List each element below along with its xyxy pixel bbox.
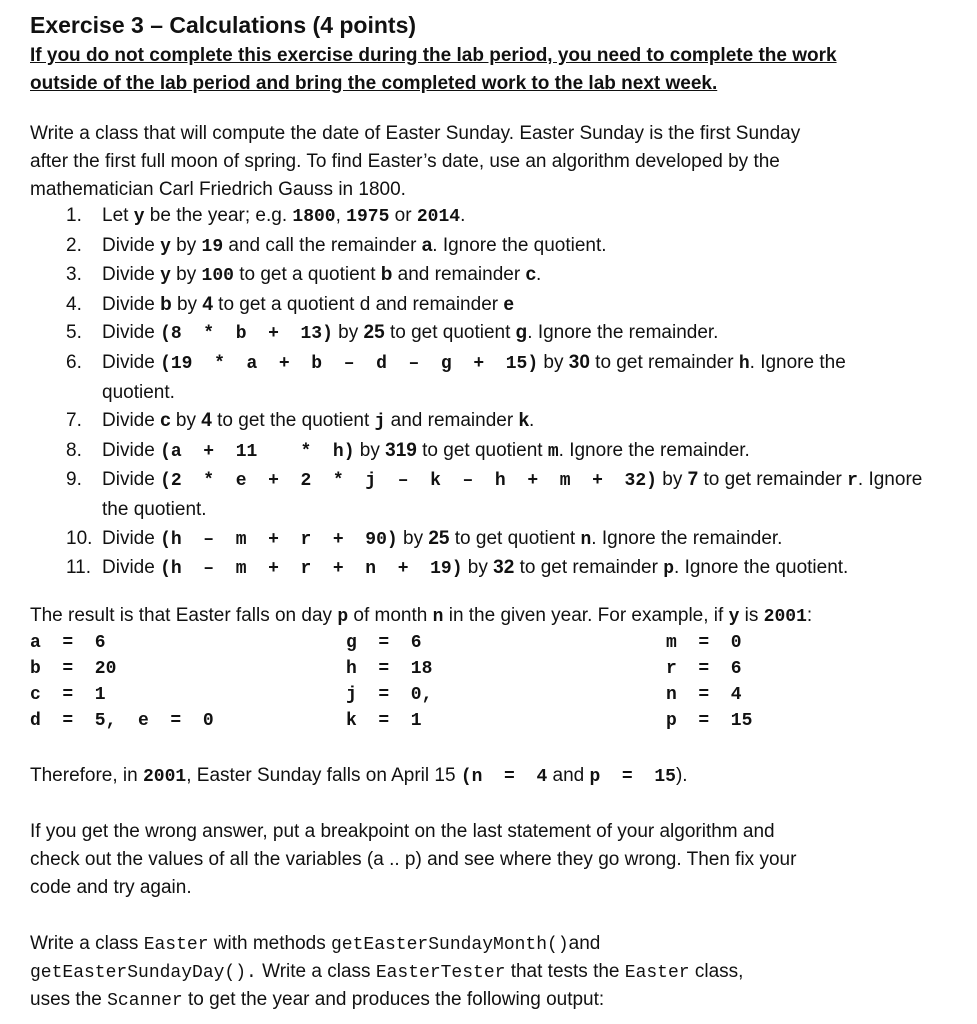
value-p: p = 15 — [666, 711, 753, 731]
task-line-3: uses the Scanner to get the year and produces the following output: — [30, 989, 605, 1011]
algorithm-steps — [0, 202, 922, 584]
wrong-line-2: check out the values of all the variables (a .. p) and see where they go wrong. Then fix your — [30, 849, 797, 870]
step-1: 1. Let y be the year; e.g. 1800, 1975 or 2014. — [66, 205, 466, 227]
step-3: 3. Divide y by 100 to get a quotient b and remainder c. — [66, 264, 542, 287]
value-r: r = 6 — [666, 659, 742, 679]
value-j: j = 0, — [346, 685, 433, 705]
notice-line-2: outside of the lab period and bring the completed work to the lab next week. — [30, 73, 718, 94]
step-10: 10. Divide (h – m + r + 90) by 25 to get quotient n. Ignore the remainder. — [66, 527, 783, 550]
value-b: b = 20 — [30, 659, 117, 679]
intro-line-1: Write a class that will compute the date of Easter Sunday. Easter Sunday is the first Sunday — [30, 123, 801, 144]
intro-line-2: after the first full moon of spring. To find Easter’s date, use an algorithm developed by the — [30, 151, 780, 172]
intro-line-3: mathematician Carl Friedrich Gauss in 1800. — [30, 179, 406, 200]
value-h: h = 18 — [346, 659, 433, 679]
values-column-2 — [346, 630, 432, 734]
wrong-line-3: code and try again. — [30, 877, 192, 898]
exercise-title: Exercise 3 – Calculations (4 points) — [30, 12, 417, 38]
step-4: 4. Divide b by 4 to get a quotient d and remainder e — [66, 293, 514, 315]
values-column-3 — [666, 630, 752, 734]
therefore-line: Therefore, in 2001, Easter Sunday falls on April 15 (n = 4 and p = 15). — [30, 765, 688, 787]
step-5: 5. Divide (8 * b + 13) by 25 to get quotient g. Ignore the remainder. — [66, 322, 719, 345]
values-column-1 — [30, 630, 214, 734]
step-2: 2. Divide y by 19 and call the remainder a. Ignore the quotient. — [66, 234, 607, 257]
value-m: m = 0 — [666, 633, 742, 653]
wrong-line-1: If you get the wrong answer, put a breakpoint on the last statement of your algorithm and — [30, 821, 775, 842]
value-c: c = 1 — [30, 685, 106, 705]
step-8: 8. Divide (a + 11 * h) by 319 to get quotient m. Ignore the remainder. — [66, 439, 750, 462]
step-6-continued: quotient. — [102, 381, 175, 403]
notice-line-1: If you do not complete this exercise during the lab period, you need to complete the work — [30, 45, 837, 66]
step-9: 9. Divide (2 * e + 2 * j – k – h + m + 32) by 7 to get remainder r. Ignore — [66, 469, 923, 492]
step-7: 7. Divide c by 4 to get the quotient j and remainder k. — [66, 410, 535, 433]
value-n: n = 4 — [666, 685, 742, 705]
value-k: k = 1 — [346, 711, 422, 731]
task-line-1: Write a class Easter with methods getEasterSundayMonth()and — [30, 933, 601, 955]
value-d-e: d = 5, e = 0 — [30, 711, 214, 731]
step-9-continued: the quotient. — [102, 498, 207, 520]
value-g: g = 6 — [346, 633, 422, 653]
result-line: The result is that Easter falls on day p of month n in the given year. For example, if y is 2001: — [30, 605, 813, 627]
step-6: 6. Divide (19 * a + b – d – g + 15) by 30 to get remainder h. Ignore the — [66, 351, 846, 374]
task-line-2: getEasterSundayDay(). Write a class EasterTester that tests the Easter class, — [30, 961, 744, 983]
step-11: 11. Divide (h – m + r + n + 19) by 32 to get remainder p. Ignore the quotient. — [66, 557, 849, 580]
value-a: a = 6 — [30, 633, 106, 653]
